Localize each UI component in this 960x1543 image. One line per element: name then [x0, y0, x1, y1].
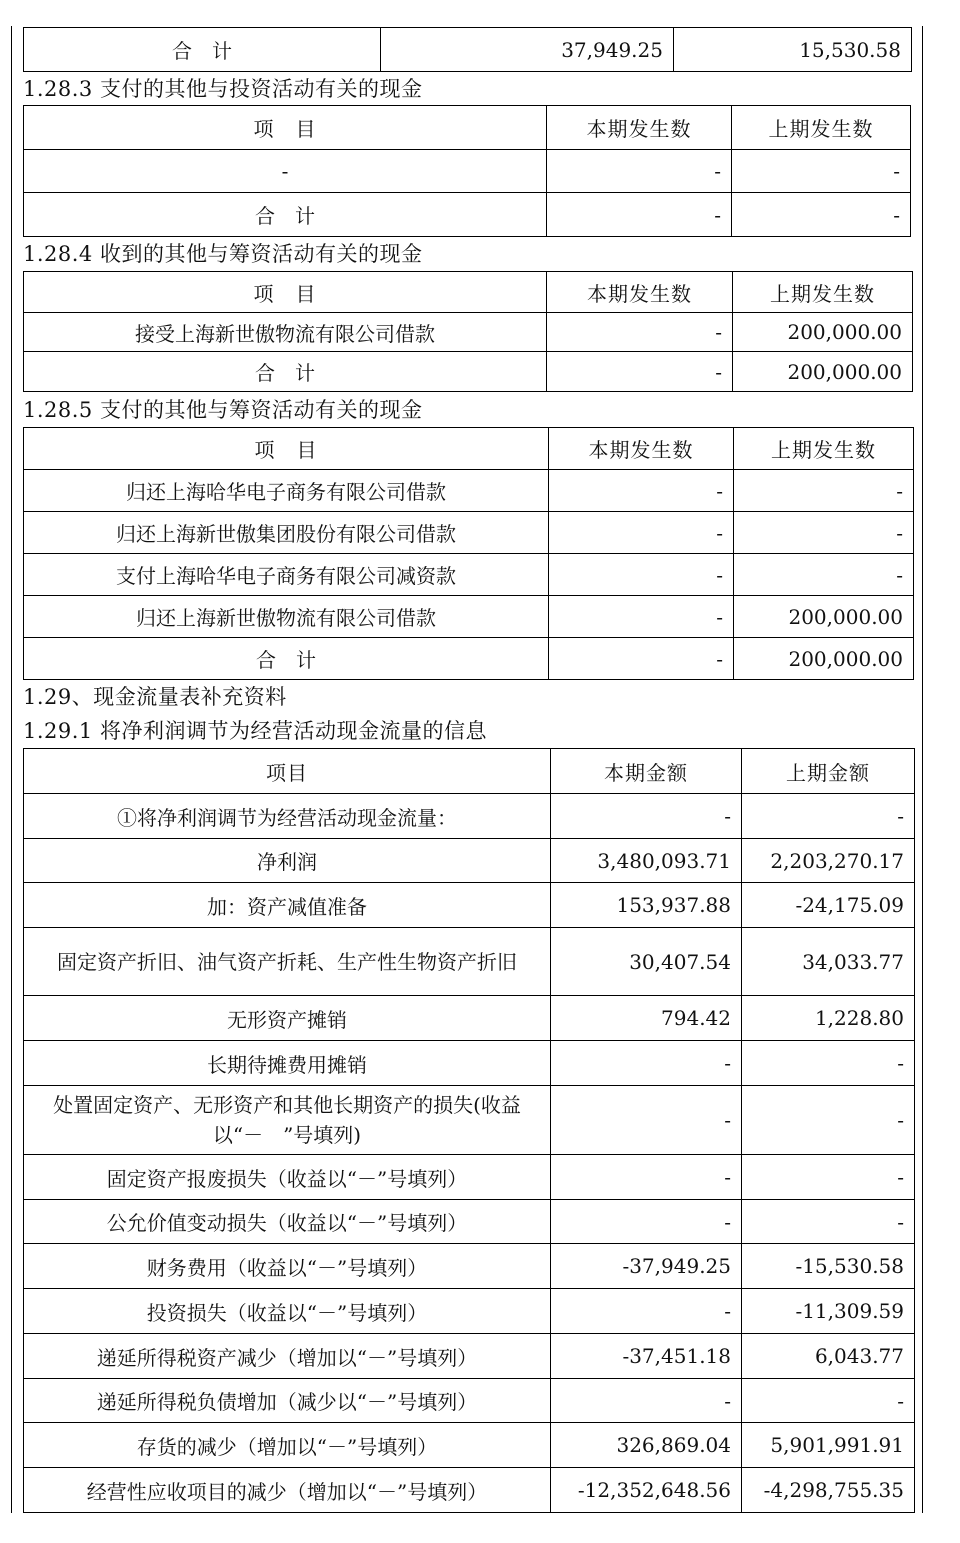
table-row	[24, 512, 914, 554]
table-row	[24, 313, 913, 352]
row-item: 公允价值变动损失（收益以“－”号填列）	[24, 1200, 551, 1244]
row-current: -	[547, 150, 732, 193]
row-previous: 200,000.00	[734, 596, 914, 638]
table-row	[24, 470, 914, 512]
header-current: 本期发生数	[547, 272, 733, 313]
row-current: -	[551, 1155, 742, 1200]
row-item: 无形资产摊销	[24, 996, 551, 1041]
row-item: 净利润	[24, 839, 551, 883]
total-current: 37,949.25	[381, 28, 674, 72]
row-previous: 2,203,270.17	[742, 839, 915, 883]
row-current: -	[547, 193, 732, 237]
table-row	[24, 883, 915, 928]
row-previous: -11,309.59	[742, 1289, 915, 1334]
header-previous: 上期发生数	[733, 272, 913, 313]
header-item: 项 目	[24, 272, 547, 313]
total-previous: 15,530.58	[674, 28, 912, 72]
row-item: 处置固定资产、无形资产和其他长期资产的损失(收益以“－ ”号填列)	[24, 1086, 551, 1155]
row-item: 长期待摊费用摊销	[24, 1041, 551, 1086]
row-item: -	[24, 150, 547, 193]
row-item: 归还上海哈华电子商务有限公司借款	[24, 470, 549, 512]
table-row	[24, 1468, 915, 1513]
table-row	[24, 193, 911, 237]
row-previous: 200,000.00	[733, 313, 913, 352]
row-item: 接受上海新世傲物流有限公司借款	[24, 313, 547, 352]
row-item: 合 计	[24, 638, 549, 680]
row-item: 递延所得税资产减少（增加以“－”号填列）	[24, 1334, 551, 1379]
row-previous: -	[742, 1379, 915, 1423]
row-item: 投资损失（收益以“－”号填列）	[24, 1289, 551, 1334]
header-current: 本期发生数	[547, 106, 732, 150]
header-item: 项 目	[24, 106, 547, 150]
row-current: -	[551, 1289, 742, 1334]
row-previous: 5,901,991.91	[742, 1423, 915, 1468]
row-previous: -	[734, 470, 914, 512]
table-row	[24, 928, 915, 996]
table-row	[24, 1086, 915, 1155]
table-header-row	[24, 106, 911, 150]
row-current: -	[547, 313, 733, 352]
row-current: -	[549, 470, 734, 512]
row-previous: -	[732, 150, 911, 193]
row-previous: -	[734, 512, 914, 554]
table-row	[24, 28, 912, 72]
row-item: 固定资产折旧、油气资产折耗、生产性生物资产折旧	[24, 928, 551, 996]
row-previous: -	[742, 1086, 915, 1155]
row-item: 支付上海哈华电子商务有限公司减资款	[24, 554, 549, 596]
table-1-29-1	[23, 748, 915, 1513]
table-row	[24, 150, 911, 193]
row-current: 30,407.54	[551, 928, 742, 996]
row-item: 固定资产报废损失（收益以“－”号填列）	[24, 1155, 551, 1200]
row-previous: 34,033.77	[742, 928, 915, 996]
table-row	[24, 1379, 915, 1423]
row-current: -	[551, 794, 742, 839]
table-row	[24, 1200, 915, 1244]
row-current: -	[551, 1379, 742, 1423]
table-row	[24, 638, 914, 680]
row-current: -	[551, 1086, 742, 1155]
row-current: -	[549, 596, 734, 638]
header-previous: 上期金额	[742, 749, 915, 794]
table-row	[24, 1289, 915, 1334]
table-header-row	[24, 272, 913, 313]
section-title-1-29-1: 1.29.1 将净利润调节为经营活动现金流量的信息	[23, 719, 487, 743]
row-current: -	[549, 512, 734, 554]
row-previous: -	[742, 1041, 915, 1086]
row-current: -37,451.18	[551, 1334, 742, 1379]
row-previous: -	[742, 794, 915, 839]
header-previous: 上期发生数	[732, 106, 911, 150]
header-current: 本期金额	[551, 749, 742, 794]
table-row	[24, 839, 915, 883]
row-item: 合 计	[24, 193, 547, 237]
row-previous: -	[742, 1155, 915, 1200]
row-current: 326,869.04	[551, 1423, 742, 1468]
row-current: -	[549, 554, 734, 596]
table-row	[24, 794, 915, 839]
row-previous: -	[742, 1200, 915, 1244]
table-row	[24, 1041, 915, 1086]
row-item: ①将净利润调节为经营活动现金流量：	[24, 794, 551, 839]
row-previous: -15,530.58	[742, 1244, 915, 1289]
row-current: 153,937.88	[551, 883, 742, 928]
row-previous: 200,000.00	[734, 638, 914, 680]
row-item: 存货的减少（增加以“－”号填列）	[24, 1423, 551, 1468]
table-1-28-4	[23, 271, 913, 392]
table-row	[24, 596, 914, 638]
section-title-1-28-5: 1.28.5 支付的其他与筹资活动有关的现金	[23, 398, 423, 422]
table-header-row	[24, 428, 914, 470]
row-item: 合 计	[24, 352, 547, 392]
row-current: -	[551, 1200, 742, 1244]
row-current: -	[549, 638, 734, 680]
row-previous: 6,043.77	[742, 1334, 915, 1379]
row-previous: -	[734, 554, 914, 596]
header-current: 本期发生数	[549, 428, 734, 470]
row-previous: -4,298,755.35	[742, 1468, 915, 1513]
row-item: 加：资产减值准备	[24, 883, 551, 928]
table-row	[24, 1334, 915, 1379]
table-row	[24, 1423, 915, 1468]
row-current: -	[547, 352, 733, 392]
table-row	[24, 352, 913, 392]
total-label: 合 计	[24, 28, 381, 72]
table-row	[24, 996, 915, 1041]
row-current: -	[551, 1041, 742, 1086]
header-item: 项目	[24, 749, 551, 794]
table-row	[24, 554, 914, 596]
row-item: 归还上海新世傲物流有限公司借款	[24, 596, 549, 638]
row-previous: 200,000.00	[733, 352, 913, 392]
row-current: -37,949.25	[551, 1244, 742, 1289]
section-title-1-28-3: 1.28.3 支付的其他与投资活动有关的现金	[23, 77, 423, 101]
row-item: 财务费用（收益以“－”号填列）	[24, 1244, 551, 1289]
row-item: 经营性应收项目的减少（增加以“－”号填列）	[24, 1468, 551, 1513]
table-1-28-3	[23, 105, 911, 237]
section-title-1-28-4: 1.28.4 收到的其他与筹资活动有关的现金	[23, 242, 423, 266]
row-item: 归还上海新世傲集团股份有限公司借款	[24, 512, 549, 554]
table-1-28-5	[23, 427, 914, 680]
table-row	[24, 1244, 915, 1289]
header-previous: 上期发生数	[734, 428, 914, 470]
table-row	[24, 1155, 915, 1200]
section-title-1-29: 1.29、现金流量表补充资料	[23, 685, 287, 709]
table-header-row	[24, 749, 915, 794]
row-current: -12,352,648.56	[551, 1468, 742, 1513]
row-previous: -24,175.09	[742, 883, 915, 928]
row-previous: 1,228.80	[742, 996, 915, 1041]
row-previous: -	[732, 193, 911, 237]
row-item: 递延所得税负债增加（减少以“－”号填列）	[24, 1379, 551, 1423]
row-current: 794.42	[551, 996, 742, 1041]
row-current: 3,480,093.71	[551, 839, 742, 883]
header-item: 项 目	[24, 428, 549, 470]
top-total-table	[23, 27, 912, 72]
